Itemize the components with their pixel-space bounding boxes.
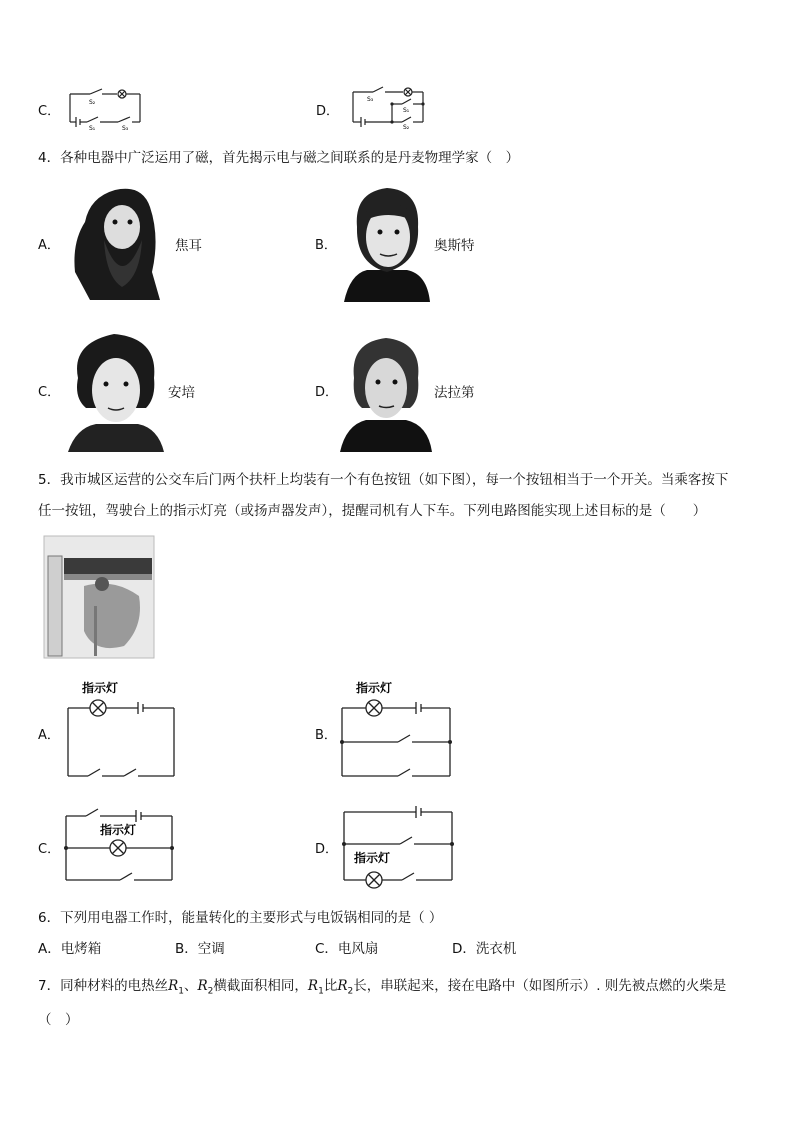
q4-option-d-name: 法拉第 [434,385,475,401]
q5-option-b-circuit [340,680,454,780]
q3-option-c-circuit [62,86,147,131]
q5-stem-line1: 5．我市城区运营的公交车后门两个扶杆上均装有一个有色按钮（如下图），每一个按钮相当于一个开关。当乘客按下 [38,472,729,488]
q3c-s1-label: S₁ [89,125,96,132]
portrait-joule-image [70,182,165,300]
q6-option-d: D．洗衣机 [452,941,517,957]
bus-button-photo-image [44,536,154,658]
q7-mid3: 长，串联起来，接在电路中（如图所示）. 则先被点燃的火柴是 [353,978,727,994]
q7-r2-subscript: 2 [207,986,214,997]
q7-mid2: 比 [323,978,338,994]
q3-option-d-circuit [345,82,430,130]
q7-stem-prefix: 7．同种材料的电热丝 [38,978,169,994]
q4-option-c-name: 安培 [168,385,195,401]
q5-option-a-circuit [66,680,178,780]
q6-option-c: C．电风扇 [315,941,379,957]
q5b-lamp-label: 指示灯 [356,681,393,695]
q4-option-a-name: 焦耳 [175,238,202,254]
q3c-s2-label: S₂ [89,99,96,106]
q7-r2-symbol-2: R [337,978,348,994]
q5c-lamp-label: 指示灯 [100,823,137,837]
q5-stem-line2: 任一按钮，驾驶台上的指示灯亮（或扬声器发声），提醒司机有人下车。下列电路图能实现上述目标的是（ ） [38,503,707,519]
q7-separator: 、 [184,978,198,994]
q5-option-b-letter: B． [315,728,337,743]
q7-r1-subscript: 1 [178,986,184,997]
q7-r1-symbol: R [168,978,179,994]
q5-option-a-letter: A． [38,728,60,743]
q5-option-c-circuit [62,808,178,884]
q7-stem-line1 [38,974,726,997]
q3d-s2-label: S₂ [403,124,410,131]
portrait-faraday-image [340,330,432,452]
q5-option-d-circuit [340,800,458,892]
q7-stem-line2: （ ） [38,1012,79,1028]
q3d-s3-label: S₃ [367,96,374,103]
q7-mid1: 横截面积相同， [213,978,308,994]
q7-r1-subscript-2: 1 [318,986,324,997]
q3d-s1-label: S₁ [403,107,410,114]
q5-option-c-letter: C． [38,842,61,857]
q4-option-b-letter: B． [315,238,337,253]
q5d-lamp-label: 指示灯 [354,851,391,865]
portrait-ampere-image [66,328,166,452]
q6-option-b: B．空调 [175,941,225,957]
q6-option-a: A．电烤箱 [38,941,102,957]
q7-r2-subscript-2: 2 [347,986,354,997]
q6-stem: 6．下列用电器工作时，能量转化的主要形式与电饭锅相同的是（ ） [38,910,443,926]
portrait-oersted-image [342,182,432,302]
q5a-lamp-label: 指示灯 [82,681,119,695]
q3-option-d-letter: D． [316,104,340,119]
q3-option-c-letter: C． [38,104,61,119]
q7-r1-symbol-2: R [307,978,319,994]
q4-stem: 4．各种电器中广泛运用了磁，首先揭示电与磁之间联系的是丹麦物理学家（ ） [38,150,520,166]
q5-option-d-letter: D． [315,842,339,857]
q3c-s3-label: S₃ [122,125,129,132]
q4-option-a-letter: A． [38,238,60,253]
q4-option-b-name: 奥斯特 [434,238,475,254]
q4-option-d-letter: D． [315,385,339,400]
q4-option-c-letter: C． [38,385,61,400]
q7-r2-symbol: R [197,978,208,994]
